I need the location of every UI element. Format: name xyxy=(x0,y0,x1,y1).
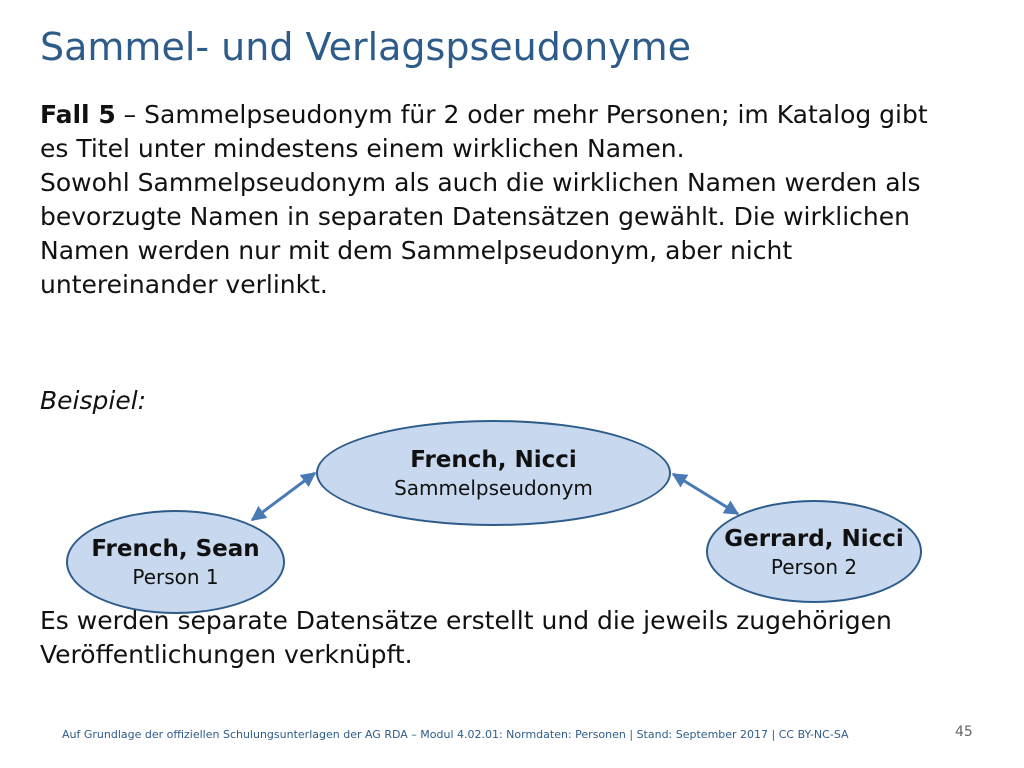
slide-title: Sammel- und Verlagspseudonyme xyxy=(40,25,692,69)
node-person-2 xyxy=(706,500,922,603)
node-left-role: Person 1 xyxy=(132,565,219,589)
node-right-role: Person 2 xyxy=(770,554,858,579)
case-text: – Sammelpseudonym für 2 oder mehr Personen; im Katalog gibt es Titel unter mindestens einem wirklichen Namen. xyxy=(40,100,928,163)
node-right-name: Gerrard, Nicci xyxy=(724,525,904,552)
node-person-1 xyxy=(66,510,285,614)
node-center-name: French, Nicci xyxy=(410,447,577,473)
arrow-right xyxy=(673,474,738,514)
rule-paragraph: Sowohl Sammelpseudonym als auch die wirklichen Namen werden als bevorzugte Namen in separaten Datensätzen gewählt. Die wirklichen Namen werden nur mit dem Sammelpseudonym, aber nicht untereinander verlinkt. xyxy=(40,168,921,299)
footer-credit: Auf Grundlage der offiziellen Schulungsunterlagen der AG RDA – Modul 4.02.01: Normdaten: Personen | Stand: September 2017 | CC BY-NC-SA xyxy=(62,728,849,741)
conclusion-text xyxy=(40,604,960,672)
arrow-left xyxy=(252,473,315,520)
node-left-name: French, Sean xyxy=(91,536,260,562)
node-collective-pseudonym xyxy=(316,420,671,526)
case-label: Fall 5 xyxy=(40,100,116,129)
conclusion-body: Es werden separate Datensätze erstellt und die jeweils zugehörigen Veröffentlichungen verknüpft. xyxy=(40,606,892,669)
example-label: Beispiel: xyxy=(40,386,147,415)
page-number: 45 xyxy=(955,724,973,740)
case-paragraph xyxy=(40,98,940,166)
body-text xyxy=(40,98,940,302)
node-center-role: Sammelpseudonym xyxy=(394,476,593,500)
